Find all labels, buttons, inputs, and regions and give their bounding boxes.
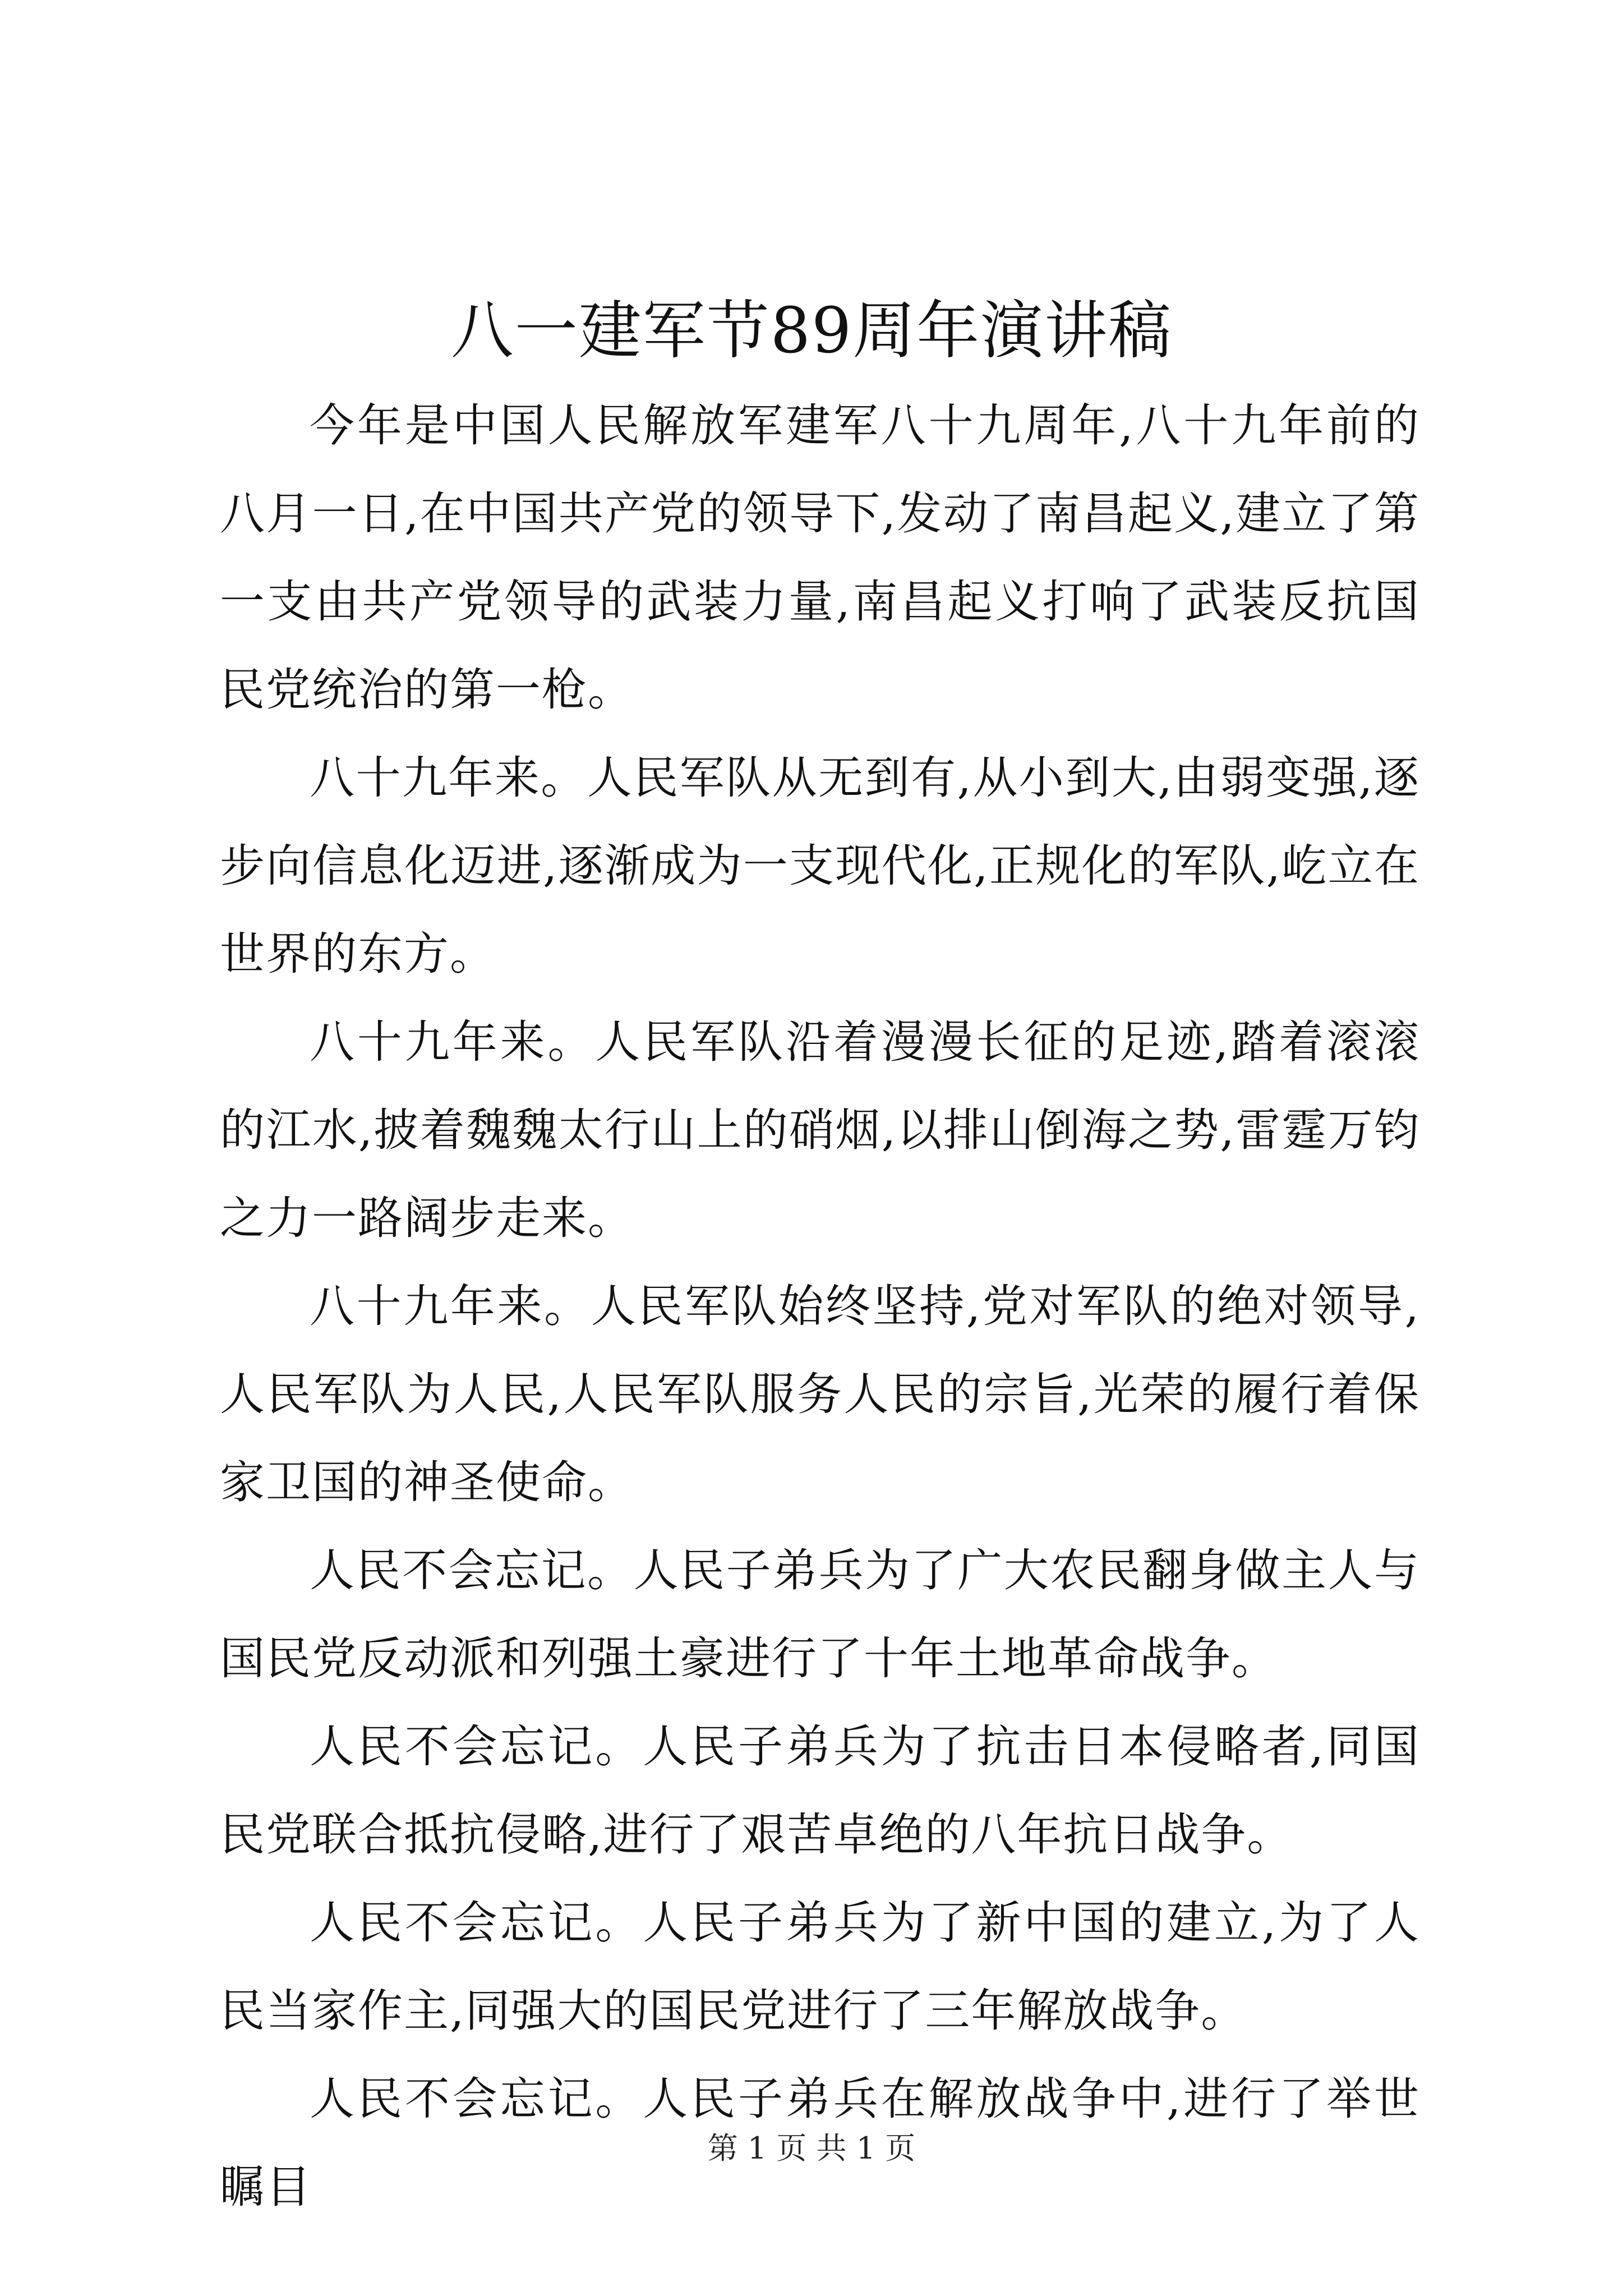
paragraph-7: 人民不会忘记。人民子弟兵为了新中国的建立,为了人民当家作主,同强大的国民党进行了三年解放战争。 — [220, 1897, 1420, 2037]
document-body — [220, 381, 1420, 2231]
page-footer: 第 1 页 共 1 页 — [707, 2131, 916, 2166]
paragraph-8: 人民不会忘记。人民子弟兵在解放战争中,进行了举世瞩目 — [220, 2073, 1420, 2213]
paragraph-4: 八十九年来。人民军队始终坚持,党对军队的绝对领导,人民军队为人民,人民军队服务人民的宗旨,光荣的履行着保家卫国的神圣使命。 — [220, 1280, 1420, 1508]
paragraph-5: 人民不会忘记。人民子弟兵为了广大农民翻身做主人与国民党反动派和列强土豪进行了十年土地革命战争。 — [220, 1544, 1420, 1685]
paragraph-6: 人民不会忘记。人民子弟兵为了抗击日本侵略者,同国民党联合抵抗侵略,进行了艰苦卓绝的八年抗日战争。 — [220, 1720, 1420, 1861]
paragraph-3: 八十九年来。人民军队沿着漫漫长征的足迹,踏着滚滚的江水,披着魏魏太行山上的硝烟,以排山倒海之势,雷霆万钧之力一路阔步走来。 — [220, 1016, 1420, 1244]
paragraph-2: 八十九年来。人民军队从无到有,从小到大,由弱变强,逐步向信息化迈进,逐渐成为一支现代化,正规化的军队,屹立在世界的东方。 — [220, 752, 1420, 980]
document-title: 八一建军节89周年演讲稿 — [450, 295, 1173, 367]
paragraph-1: 今年是中国人民解放军建军八十九周年,八十九年前的八月一日,在中国共产党的领导下,发动了南昌起义,建立了第一支由共产党领导的武装力量,南昌起义打响了武装反抗国民党统治的第一枪。 — [220, 399, 1420, 716]
